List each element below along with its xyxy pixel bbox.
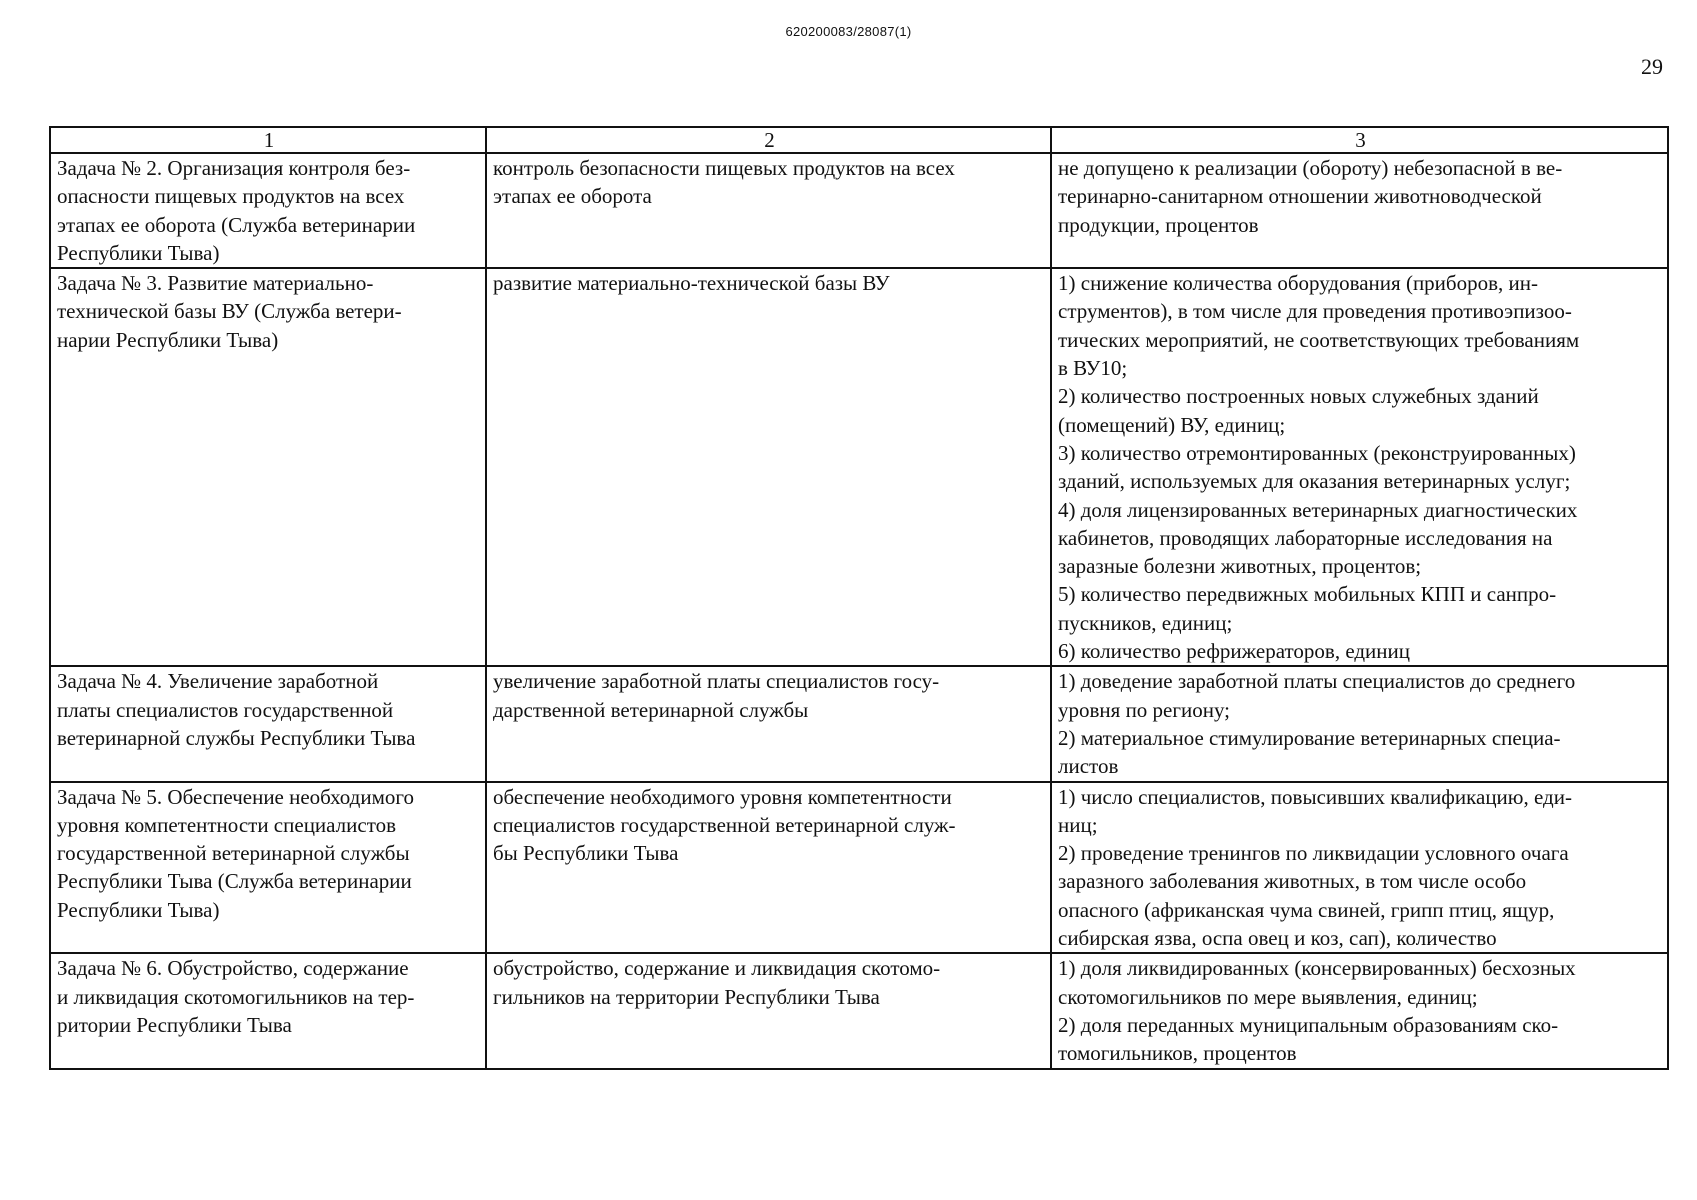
indicators-cell [1051,666,1668,781]
cell-text-line: Задача № 3. Развитие материально- [57,271,374,296]
indicators-table [49,126,1669,1070]
task-cell [50,268,486,666]
cell-text-line: (помещений) ВУ, единиц; [1058,412,1286,437]
cell-text-line: гильников на территории Республики Тыва [493,984,880,1009]
cell-text-line: Задача № 4. Увеличение заработной [57,669,379,694]
cell-text-line: Задача № 2. Организация контроля без- [57,156,411,180]
cell-text-line: продукции, процентов [1058,212,1259,237]
column-header-1: 1 [50,127,486,153]
cell-text-line: платы специалистов государственной [57,697,394,722]
column-header-2: 2 [486,127,1051,153]
cell-text-line: государственной ветеринарной службы [57,841,410,866]
cell-text-line: 5) количество передвижных мобильных КПП и санпро- [1058,582,1557,607]
cell-text-line: обеспечение необходимого уровня компетентности [493,784,952,809]
cell-text-line: опасности пищевых продуктов на всех [57,184,405,209]
indicators-cell [1051,953,1668,1068]
cell-text-line: опасного (африканская чума свиней, грипп птиц, ящур, [1058,897,1555,922]
document-id: 620200083/28087(1) [785,24,912,39]
cell-text-line: 2) материальное стимулирование ветеринарных специа- [1058,725,1561,750]
cell-text-line: бы Республики Тыва [493,841,679,866]
cell-text-line: 3) количество отремонтированных (реконструированных) [1058,440,1576,465]
task-cell [50,953,486,1068]
cell-text-line: 1) число специалистов, повысивших квалификацию, еди- [1058,784,1572,809]
cell-text-line: 4) доля лицензированных ветеринарных диагностических [1058,497,1578,522]
cell-text-line: ветеринарной службы Республики Тыва [57,725,416,750]
cell-text-line: увеличение заработной платы специалистов госу- [493,669,940,694]
cell-text-line: листов [1058,754,1119,779]
table-row [50,153,1668,268]
cell-text-line: технической базы ВУ (Служба ветери- [57,299,402,324]
cell-text-line: 1) снижение количества оборудования (приборов, ин- [1058,271,1538,296]
cell-text-line: пускников, единиц; [1058,610,1233,635]
cell-text-line: ниц; [1058,812,1098,837]
cell-text-line: Задача № 5. Обеспечение необходимого [57,784,414,809]
cell-text-line: Республики Тыва (Служба ветеринарии [57,869,412,894]
cell-text-line: 2) проведение тренингов по ликвидации условного очага [1058,841,1569,866]
cell-text-line: нарии Республики Тыва) [57,327,279,352]
cell-text-line: этапах ее оборота (Служба ветеринарии [57,212,416,237]
task-cell [50,666,486,781]
cell-text-line: контроль безопасности пищевых продуктов на всех [493,156,955,180]
cell-text-line: не допущено к реализации (обороту) небезопасной в ве- [1058,156,1563,180]
task-cell [50,153,486,268]
goal-cell [486,153,1051,268]
cell-text-line: Задача № 6. Обустройство, содержание [57,956,409,981]
cell-text-line: томогильников, процентов [1058,1041,1297,1066]
cell-text-line: 2) доля переданных муниципальным образованиям ско- [1058,1012,1559,1037]
table-row [50,666,1668,781]
table-row [50,782,1668,954]
task-cell [50,782,486,954]
cell-text-line: сибирская язва, оспа овец и коз, сап), количество [1058,926,1497,951]
cell-text-line: скотомогильников по мере выявления, единиц; [1058,984,1478,1009]
cell-text-line: специалистов государственной ветеринарной служ- [493,812,956,837]
goal-cell [486,666,1051,781]
cell-text-line: зданий, используемых для оказания ветеринарных услуг; [1058,469,1571,494]
cell-text-line: теринарно-санитарном отношении животноводческой [1058,184,1542,209]
cell-text-line: этапах ее оборота [493,184,652,209]
cell-text-line: и ликвидация скотомогильников на тер- [57,984,415,1009]
indicators-cell [1051,153,1668,268]
goal-cell [486,953,1051,1068]
cell-text-line: заразного заболевания животных, в том числе особо [1058,869,1527,894]
cell-text-line: кабинетов, проводящих лабораторные исследования на [1058,525,1553,550]
cell-text-line: ритории Республики Тыва [57,1012,292,1037]
cell-text-line: тических мероприятий, не соответствующих требованиям [1058,327,1580,352]
cell-text-line: обустройство, содержание и ликвидация скотомо- [493,956,941,981]
cell-text-line: 6) количество рефрижераторов, единиц [1058,639,1410,664]
cell-text-line: 2) количество построенных новых служебных зданий [1058,384,1539,409]
cell-text-line: в ВУ10; [1058,356,1128,381]
cell-text-line: уровня по региону; [1058,697,1231,722]
cell-text-line: Республики Тыва) [57,897,220,922]
cell-text-line: 1) доведение заработной платы специалистов до среднего [1058,669,1576,694]
cell-text-line: уровня компетентности специалистов [57,812,397,837]
cell-text-line: 1) доля ликвидированных (консервированных) бесхозных [1058,956,1576,981]
cell-text-line: развитие материально-технической базы ВУ [493,271,890,296]
indicators-cell [1051,782,1668,954]
goal-cell [486,782,1051,954]
page-number: 29 [1641,54,1663,79]
column-header-3: 3 [1051,127,1668,153]
table-header-row [50,127,1668,153]
cell-text-line: дарственной ветеринарной службы [493,697,809,722]
table-row [50,953,1668,1068]
goal-cell [486,268,1051,666]
cell-text-line: струментов), в том числе для проведения противоэпизоо- [1058,299,1572,324]
indicators-cell [1051,268,1668,666]
cell-text-line: заразные болезни животных, процентов; [1058,554,1422,579]
table-row [50,268,1668,666]
cell-text-line: Республики Тыва) [57,240,220,265]
